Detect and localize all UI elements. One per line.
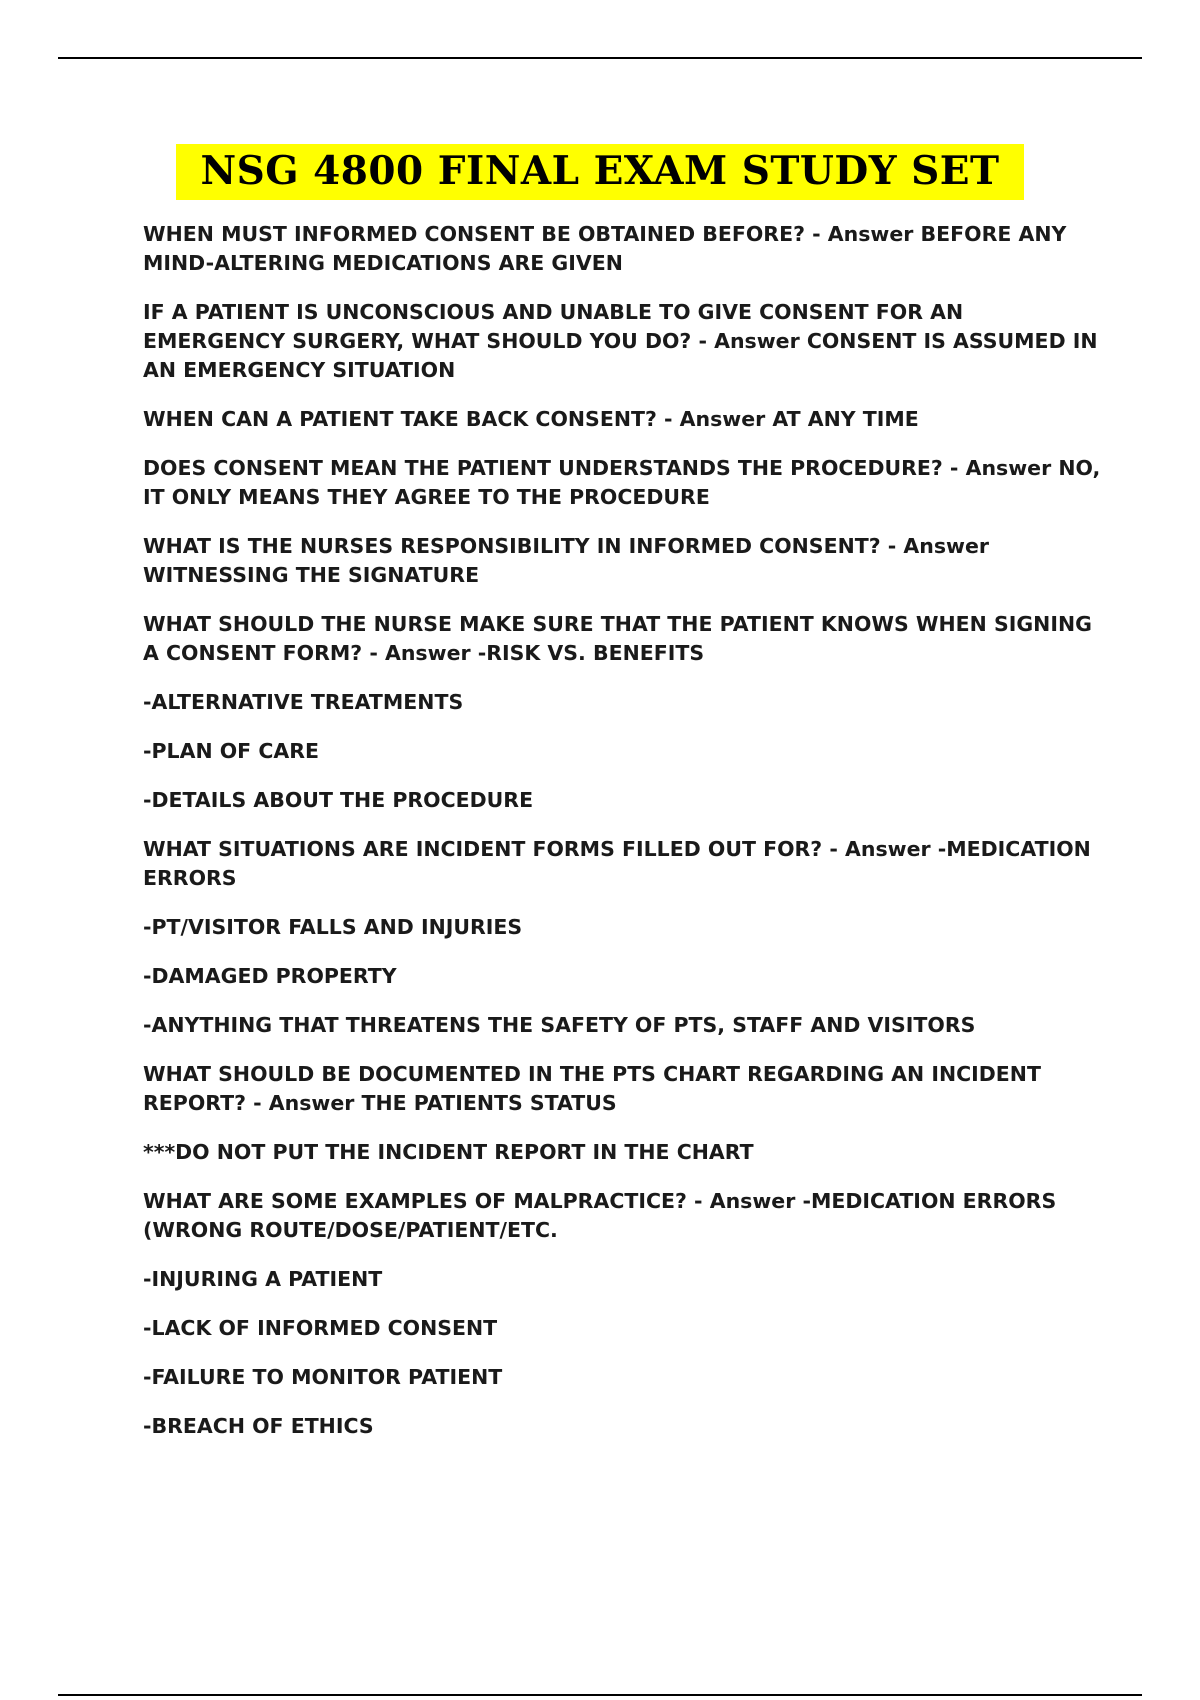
answer-list-item: -BREACH OF ETHICS [143, 1414, 374, 1438]
note-item: ***DO NOT PUT THE INCIDENT REPORT IN THE CHART [143, 1140, 754, 1164]
answer-list-item: -ANYTHING THAT THREATENS THE SAFETY OF PTS, STAFF AND VISITORS [143, 1013, 976, 1037]
answer-list-item: -FAILURE TO MONITOR PATIENT [143, 1365, 503, 1389]
qa-item: WHAT SHOULD BE DOCUMENTED IN THE PTS CHART REGARDING AN INCIDENT REPORT? - Answer THE PATIENTS STATUS [143, 1062, 1041, 1115]
qa-item: IF A PATIENT IS UNCONSCIOUS AND UNABLE TO GIVE CONSENT FOR AN EMERGENCY SURGERY, WHAT SHOULD YOU DO? - Answer CONSENT IS ASSUMED IN AN EMERGENCY SITUATION [143, 300, 1098, 382]
qa-item: WHAT IS THE NURSES RESPONSIBILITY IN INFORMED CONSENT? - Answer WITNESSING THE SIGNATURE [143, 534, 989, 587]
answer-list-item: -DETAILS ABOUT THE PROCEDURE [143, 788, 534, 812]
answer-list-item: -PT/VISITOR FALLS AND INJURIES [143, 915, 523, 939]
qa-item: DOES CONSENT MEAN THE PATIENT UNDERSTANDS THE PROCEDURE? - Answer NO, IT ONLY MEANS THEY AGREE TO THE PROCEDURE [143, 456, 1101, 509]
document-title: NSG 4800 FINAL EXAM STUDY SET [176, 144, 1023, 200]
answer-list-item: -ALTERNATIVE TREATMENTS [143, 690, 464, 714]
title-container [0, 144, 1200, 200]
study-set-content [143, 220, 1103, 1461]
qa-item: WHAT SHOULD THE NURSE MAKE SURE THAT THE PATIENT KNOWS WHEN SIGNING A CONSENT FORM? - Answer -RISK VS. BENEFITS [143, 612, 1092, 665]
qa-item: WHEN MUST INFORMED CONSENT BE OBTAINED BEFORE? - Answer BEFORE ANY MIND-ALTERING MEDICATIONS ARE GIVEN [143, 222, 1067, 275]
qa-item: WHAT SITUATIONS ARE INCIDENT FORMS FILLED OUT FOR? - Answer -MEDICATION ERRORS [143, 837, 1091, 890]
qa-item: WHEN CAN A PATIENT TAKE BACK CONSENT? - Answer AT ANY TIME [143, 407, 919, 431]
answer-list-item: -PLAN OF CARE [143, 739, 320, 763]
top-divider [58, 57, 1142, 59]
answer-list-item: -DAMAGED PROPERTY [143, 964, 397, 988]
answer-list-item: -INJURING A PATIENT [143, 1267, 383, 1291]
qa-item: WHAT ARE SOME EXAMPLES OF MALPRACTICE? - Answer -MEDICATION ERRORS (WRONG ROUTE/DOSE/PATIENT/ETC. [143, 1189, 1057, 1242]
bottom-divider [58, 1694, 1142, 1696]
answer-list-item: -LACK OF INFORMED CONSENT [143, 1316, 498, 1340]
